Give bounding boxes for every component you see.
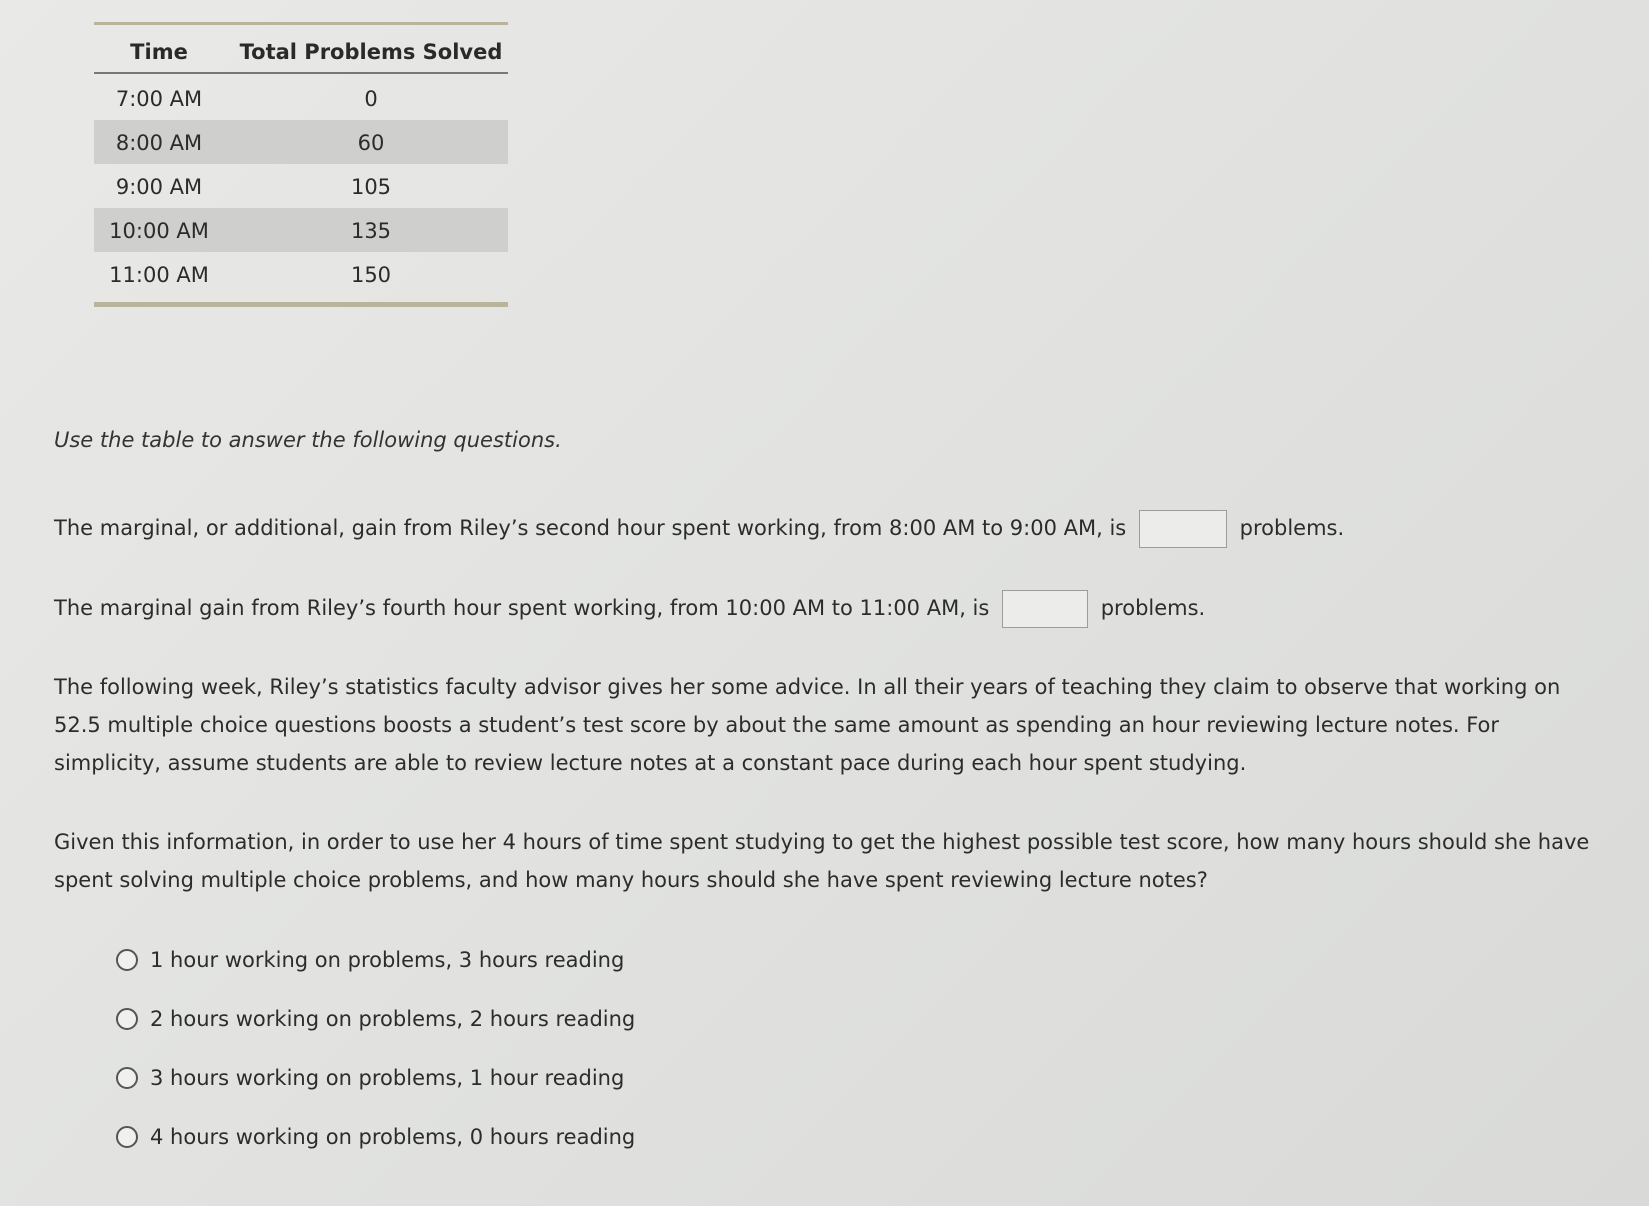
question-1-text: The marginal, or additional, gain from Riley’s second hour spent working, from 8:00 AM to 9:00 AM, is <box>54 516 1127 540</box>
question-2-unit: problems. <box>1100 596 1206 620</box>
question-2-text: The marginal gain from Riley’s fourth hour spent working, from 10:00 AM to 11:00 AM, is <box>54 596 990 620</box>
cell-time: 8:00 AM <box>115 131 203 155</box>
radio-button-icon[interactable] <box>116 1008 138 1030</box>
cell-time: 10:00 AM <box>109 219 209 243</box>
table-row <box>94 76 508 120</box>
option-label: 1 hour working on problems, 3 hours reading <box>150 947 625 972</box>
question-1 <box>54 510 1344 548</box>
cell-total: 135 <box>350 219 392 243</box>
table-top-rule <box>94 22 508 25</box>
option-label: 3 hours working on problems, 1 hour reading <box>150 1065 625 1090</box>
cell-total: 0 <box>364 87 378 111</box>
table-row <box>94 164 508 208</box>
table-body <box>94 76 508 296</box>
instruction-text: Use the table to answer the following questions. <box>54 428 562 452</box>
header-time: Time <box>130 40 188 64</box>
main-question: Given this information, in order to use her 4 hours of time spent studying to get the highest possible test score, how many hours should she have spent solving multiple choice problems, and how many hours should she have spent reviewing lecture notes? <box>54 830 1590 892</box>
option-label: 4 hours working on problems, 0 hours reading <box>150 1124 636 1149</box>
answer-input-1[interactable] <box>1139 510 1227 548</box>
option-3[interactable] <box>116 1048 635 1107</box>
table-row <box>94 208 508 252</box>
answer-input-2[interactable] <box>1002 590 1088 628</box>
table-bottom-rule <box>94 302 508 307</box>
cell-time: 9:00 AM <box>115 175 203 199</box>
table-row <box>94 120 508 164</box>
option-label: 2 hours working on problems, 2 hours reading <box>150 1006 636 1031</box>
table-row <box>94 252 508 296</box>
option-2[interactable] <box>116 989 635 1048</box>
table-header <box>94 32 508 74</box>
option-4[interactable] <box>116 1107 635 1166</box>
advice-paragraph: The following week, Riley’s statistics faculty advisor gives her some advice. In all their years of teaching they claim to observe that working on 52.5 multiple choice questions boosts a student’s test score by about the same amount as spending an hour reviewing lecture notes. For simplicity, assume students are able to review lecture notes at a constant pace during each hour spent studying. <box>54 675 1561 775</box>
radio-button-icon[interactable] <box>116 949 138 971</box>
option-1[interactable] <box>116 930 635 989</box>
cell-time: 7:00 AM <box>115 87 203 111</box>
cell-time: 11:00 AM <box>109 263 209 287</box>
cell-total: 105 <box>350 175 392 199</box>
cell-total: 150 <box>350 263 392 287</box>
radio-button-icon[interactable] <box>116 1126 138 1148</box>
cell-total: 60 <box>357 131 385 155</box>
question-1-unit: problems. <box>1239 516 1345 540</box>
answer-options <box>116 930 635 1166</box>
radio-button-icon[interactable] <box>116 1067 138 1089</box>
header-total: Total Problems Solved <box>239 40 503 64</box>
question-2 <box>54 590 1205 628</box>
